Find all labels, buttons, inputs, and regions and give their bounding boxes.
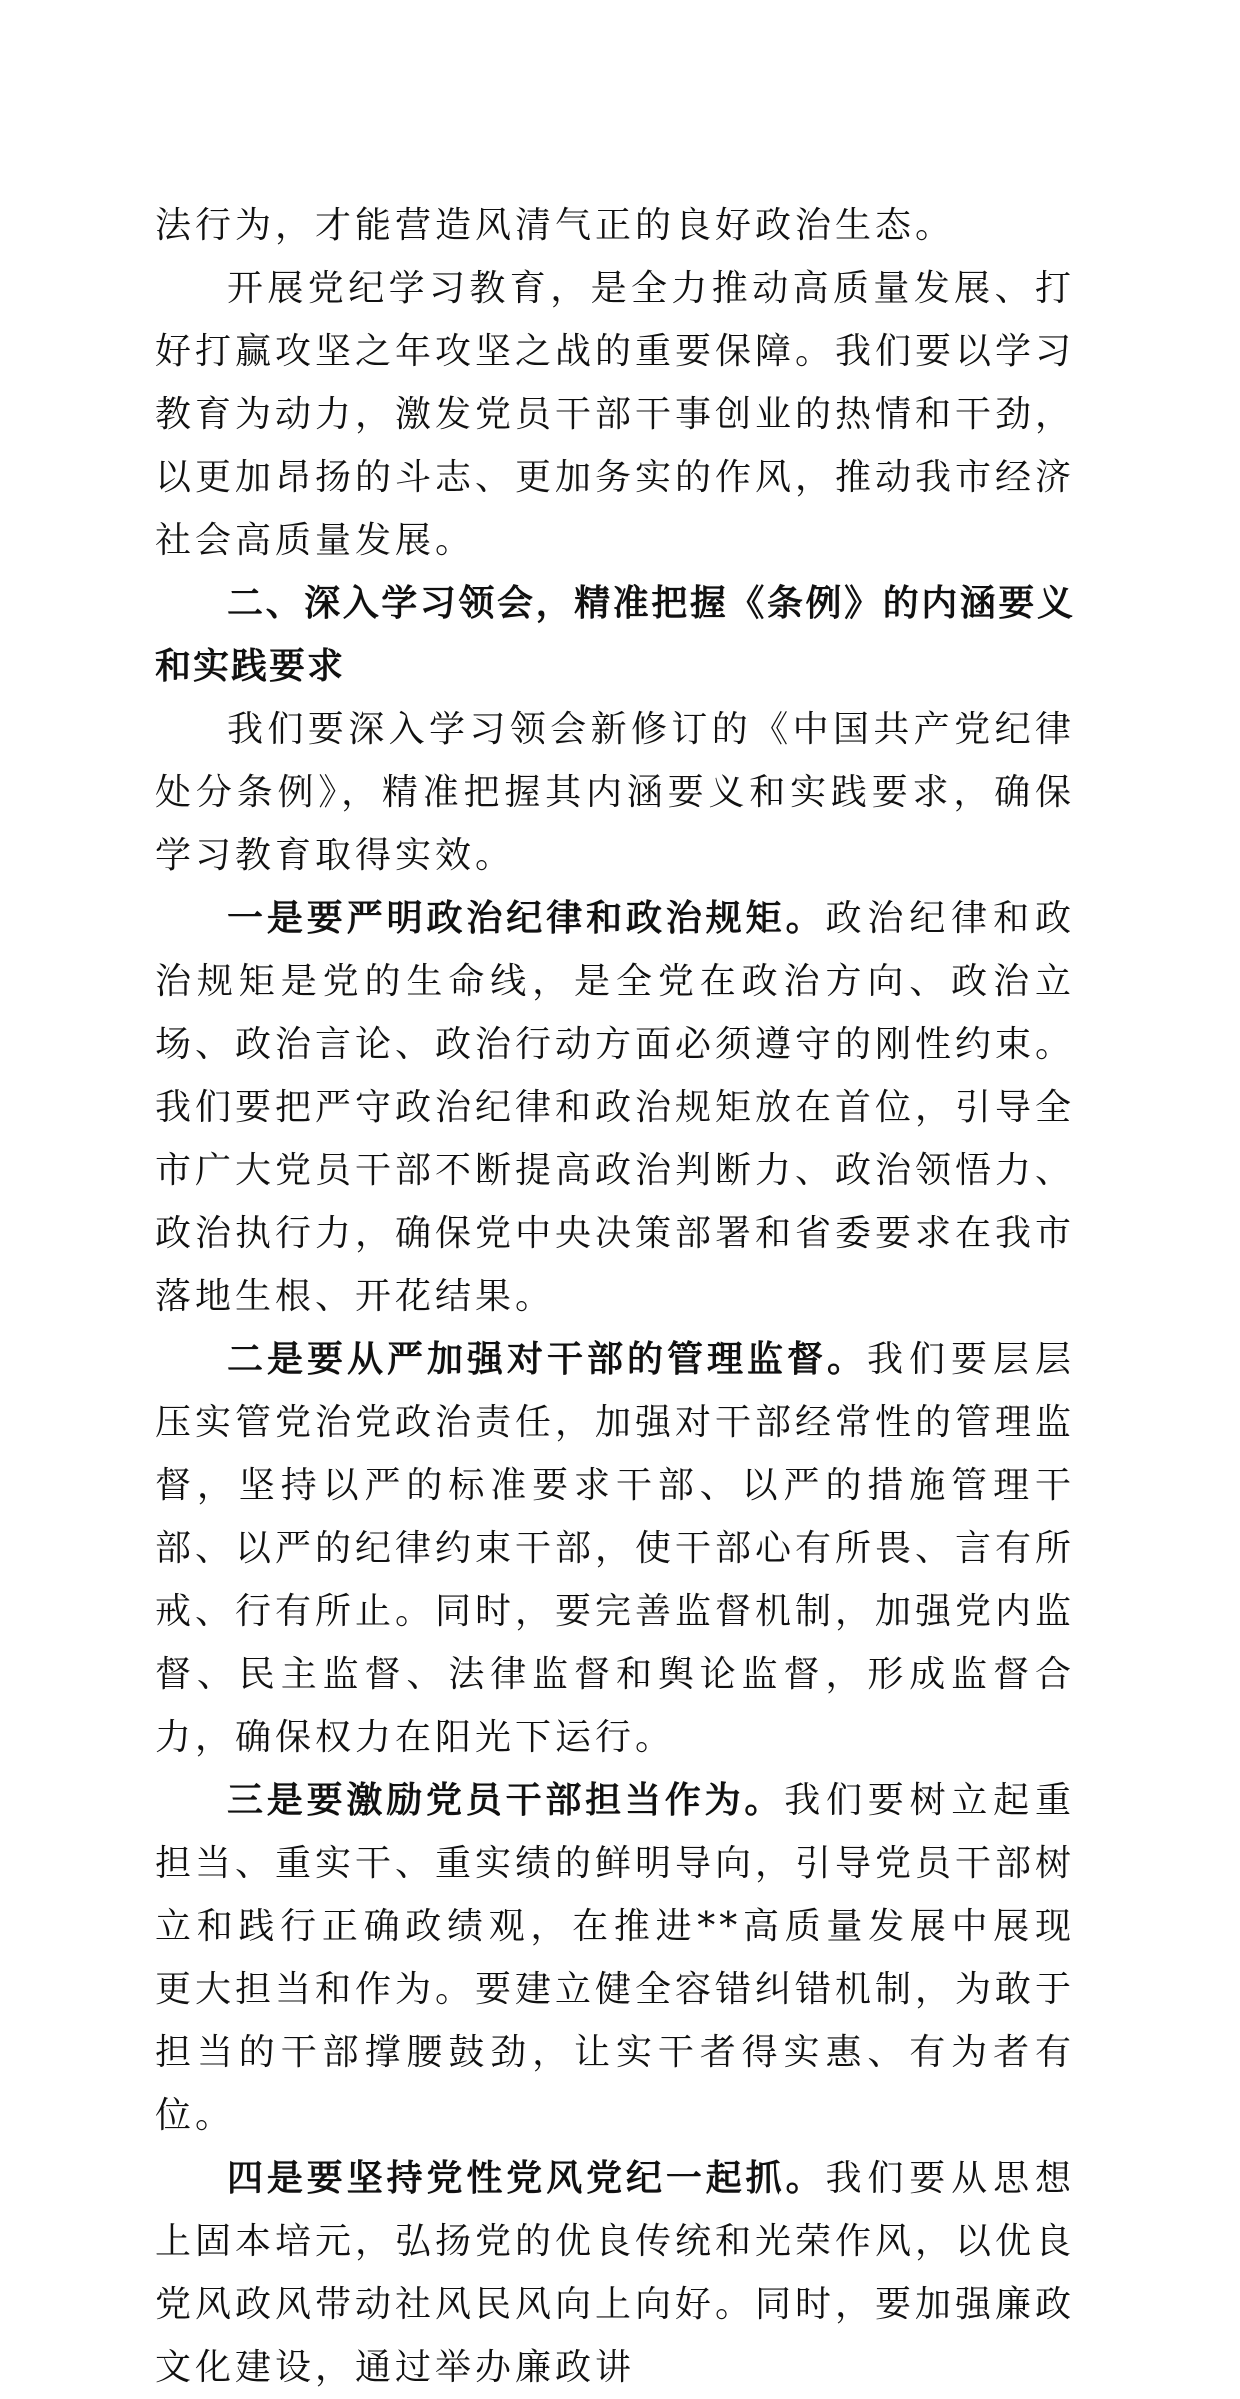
paragraph-item-1 (155, 887, 1075, 1328)
paragraph-item-3 (155, 1769, 1075, 2147)
paragraph-study-regulations: 我们要深入学习领会新修订的《中国共产党纪律处分条例》，精准把握其内涵要义和实践要求，确保学习教育取得实效。 (155, 709, 1075, 876)
item-4-body: 我们要从思想上固本培元，弘扬党的优良传统和光荣作风，以优良党风政风带动社风民风向上向好。同时，要加强廉政文化建设，通过举办廉政讲 (155, 2158, 1076, 2388)
paragraph-continuation: 法行为，才能营造风清气正的良好政治生态。 (155, 205, 956, 246)
paragraph-party-discipline-education: 开展党纪学习教育，是全力推动高质量发展、打好打赢攻坚之年攻坚之战的重要保障。我们要以学习教育为动力，激发党员干部干事创业的热情和干劲，以更加昂扬的斗志、更加务实的作风，推动我市经济社会高质量发展。 (155, 268, 1076, 561)
item-1-lead: 一是要严明政治纪律和政治规矩。 (227, 898, 826, 939)
item-3-lead: 三是要激励党员干部担当作为。 (227, 1780, 785, 1821)
paragraph-item-2 (155, 1328, 1075, 1769)
document-body (155, 194, 1075, 2399)
section-heading-2: 二、深入学习领会，精准把握《条例》的内涵要义和实践要求 (155, 583, 1075, 687)
item-1-body: 政治纪律和政治规矩是党的生命线，是全党在政治方向、政治立场、政治言论、政治行动方面必须遵守的刚性约束。我们要把严守政治纪律和政治规矩放在首位，引导全市广大党员干部不断提高政治判断力、政治领悟力、政治执行力，确保党中央决策部署和省委要求在我市落地生根、开花结果。 (155, 898, 1076, 1317)
item-2-lead: 二是要从严加强对干部的管理监督。 (227, 1339, 867, 1380)
item-3-body: 我们要树立起重担当、重实干、重实绩的鲜明导向，引导党员干部树立和践行正确政绩观，在推进**高质量发展中展现更大担当和作为。要建立健全容错纠错机制，为敢于担当的干部撑腰鼓劲，让实干者得实惠、有为者有位。 (155, 1780, 1076, 2136)
paragraph-item-4 (155, 2147, 1075, 2399)
item-4-lead: 四是要坚持党性党风党纪一起抓。 (227, 2158, 826, 2199)
item-2-body: 我们要层层压实管党治党政治责任，加强对干部经常性的管理监督，坚持以严的标准要求干部、以严的措施管理干部、以严的纪律约束干部，使干部心有所畏、言有所戒、行有所止。同时，要完善监督机制，加强党内监督、民主监督、法律监督和舆论监督，形成监督合力，确保权力在阳光下运行。 (155, 1339, 1076, 1758)
